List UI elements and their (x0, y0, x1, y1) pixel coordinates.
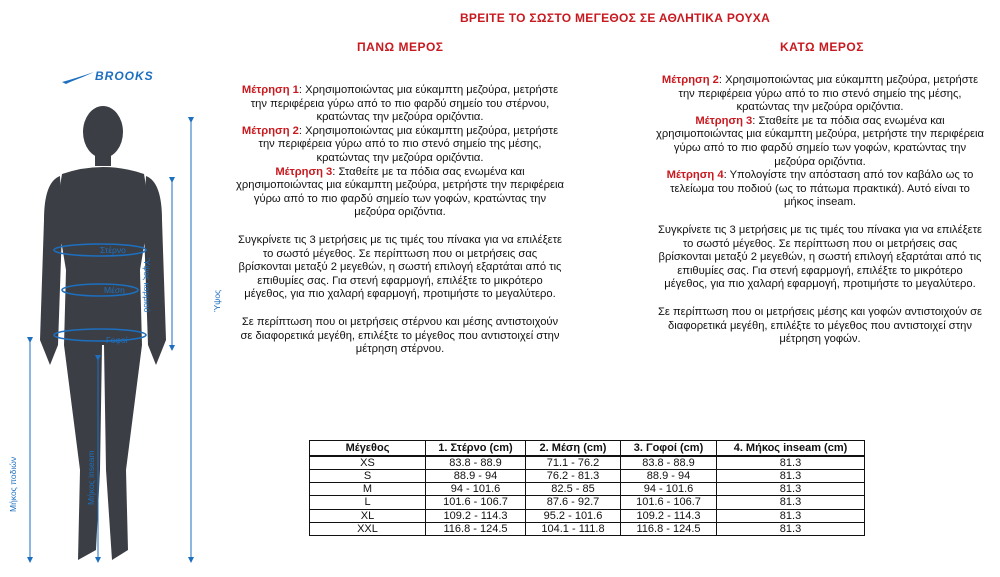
table-cell: 83.8 - 88.9 (621, 456, 717, 470)
table-cell: 81.3 (717, 496, 865, 509)
table-cell: XS (310, 456, 426, 470)
table-cell: 94 - 101.6 (621, 482, 717, 495)
table-row (310, 482, 865, 495)
table-header: 2. Μέση (cm) (526, 441, 621, 456)
bottom-step-4: Μέτρηση 4: Υπολογίστε την απόσταση από τον καβάλο ως το τελείωμα του ποδιού (ως το πάτωμα πρακτικά). Αυτό είναι το μήκος inseam. (666, 169, 974, 209)
bottom-step-3: Μέτρηση 3: Σταθείτε με τα πόδια σας ενωμένα και χρησιμοποιώντας μια εύκαμπτη μεζούρα, μετρήστε την περιφέρεια γύρω από το πιο φαρδύ σημείο των γοφών, κρατώντας την μεζούρα οριζόντια. (656, 114, 984, 168)
table-cell: 95.2 - 101.6 (526, 509, 621, 522)
top-note-text: Σε περίπτωση που οι μετρήσεις στέρνου και μέσης αντιστοιχούν σε διαφορετικά μεγέθη, επιλέξτε το μέγεθος που αντιστοιχεί στην μέτρηση στέρνου. (240, 315, 560, 356)
bottom-step-2: Μέτρηση 2: Χρησιμοποιώντας μια εύκαμπτη μεζούρα, μετρήστε την περιφέρεια γύρω από το πιο στενό σημείο της μέσης, κρατώντας την μεζούρα οριζόντια. (661, 74, 979, 114)
table-cell: 88.9 - 94 (621, 469, 717, 482)
height-label: Ύψος (212, 289, 222, 312)
table-cell: 116.8 - 124.5 (621, 523, 717, 536)
table-cell: 109.2 - 114.3 (621, 509, 717, 522)
brooks-swoosh-icon (60, 70, 96, 86)
table-cell: 104.1 - 111.8 (526, 523, 621, 536)
top-instructions (236, 84, 564, 357)
body-silhouette (0, 90, 230, 577)
table-cell: 81.3 (717, 523, 865, 536)
inseam-length-label: Μήκος inseam (86, 450, 96, 505)
table-cell: L (310, 496, 426, 509)
table-header: 4. Μήκος inseam (cm) (717, 441, 865, 456)
table-cell: M (310, 482, 426, 495)
table-row (310, 456, 865, 470)
table-cell: 101.6 - 106.7 (621, 496, 717, 509)
table-cell: 81.3 (717, 482, 865, 495)
table-row (310, 523, 865, 536)
table-cell: 81.3 (717, 509, 865, 522)
table-row (310, 469, 865, 482)
size-table (309, 440, 865, 536)
table-cell: XXL (310, 523, 426, 536)
table-header: Μέγεθος (310, 441, 426, 456)
table-cell: 116.8 - 124.5 (426, 523, 526, 536)
leg-length-label: Μήκος ποδιών (8, 456, 18, 512)
top-step-2: Μέτρηση 2: Χρησιμοποιώντας μια εύκαμπτη μεζούρα, μετρήστε την περιφέρεια γύρω από το πιο στενό σημείο της μέσης, κρατώντας την μεζούρα οριζόντια. (241, 124, 559, 164)
top-step-1: Μέτρηση 1: Χρησιμοποιώντας μια εύκαμπτη μεζούρα, μετρήστε την περιφέρεια γύρω από το πιο φαρδύ σημείο του στέρνου, κρατώντας την μεζούρα οριζόντια. (241, 84, 559, 124)
table-cell: 87.6 - 92.7 (526, 496, 621, 509)
brand-logo: BROOKS (95, 69, 154, 83)
table-cell: S (310, 469, 426, 482)
table-cell: 94 - 101.6 (426, 482, 526, 495)
table-cell: 71.1 - 76.2 (526, 456, 621, 470)
chest-label: Στέρνο (100, 245, 126, 255)
table-cell: 109.2 - 114.3 (426, 509, 526, 522)
table-cell: 81.3 (717, 456, 865, 470)
table-row (310, 496, 865, 509)
table-cell: 88.9 - 94 (426, 469, 526, 482)
torso-length-label: Ύψος κορμιού (142, 258, 152, 313)
table-header: 3. Γοφοί (cm) (621, 441, 717, 456)
table-row (310, 509, 865, 522)
table-cell: 82.5 - 85 (526, 482, 621, 495)
table-cell: 81.3 (717, 469, 865, 482)
waist-label: Μέση (104, 285, 125, 295)
hips-label: Γοφοί (106, 335, 128, 345)
table-cell: XL (310, 509, 426, 522)
table-header-row (310, 441, 865, 456)
top-compare-text: Συγκρίνετε τις 3 μετρήσεις με τις τιμές του πίνακα για να επιλέξετε το σωστό μέγεθος. Σε περίπτωση που οι μετρήσεις σας βρίσκονται μεταξύ 2 μεγεθών, η σωστή επιλογή εξαρτάται από τις επιθυμίες σας. Για στενή εφαρμογή, επιλέξτε το μικρότερο μέγεθος, για πιο χαλαρή εφαρμογή, προτιμήστε το μεγαλύτερο. (237, 233, 562, 301)
page-title: ΒΡΕΙΤΕ ΤΟ ΣΩΣΤΟ ΜΕΓΕΘΟΣ ΣΕ ΑΘΛΗΤΙΚΑ ΡΟΥΧΑ (459, 11, 771, 25)
table-header: 1. Στέρνο (cm) (426, 441, 526, 456)
bottom-note-text: Σε περίπτωση που οι μετρήσεις μέσης και γοφών αντιστοιχούν σε διαφορετικά μεγέθη, επιλέξτε το μέγεθος που αντιστοιχεί στην μέτρηση γοφών. (657, 305, 983, 346)
table-cell: 101.6 - 106.7 (426, 496, 526, 509)
top-step-3: Μέτρηση 3: Σταθείτε με τα πόδια σας ενωμένα και χρησιμοποιώντας μια εύκαμπτη μεζούρα, μετρήστε την περιφέρεια γύρω από το πιο φαρδύ σημείο των γοφών, κρατώντας την μεζούρα οριζόντια. (236, 165, 564, 219)
table-cell: 76.2 - 81.3 (526, 469, 621, 482)
table-cell: 83.8 - 88.9 (426, 456, 526, 470)
top-section-heading: ΠΑΝΩ ΜΕΡΟΣ (357, 40, 444, 54)
bottom-compare-text: Συγκρίνετε τις 3 μετρήσεις με τις τιμές του πίνακα για να επιλέξετε το σωστό μέγεθος. Σε περίπτωση που οι μετρήσεις σας βρίσκονται μεταξύ 2 μεγεθών, η σωστή επιλογή εξαρτάται από τις επιθυμίες σας. Για στενή εφαρμογή, επιλέξτε το μικρότερο μέγεθος, για πιο χαλαρή εφαρμογή, προτιμήστε το μεγαλύτερο. (657, 223, 982, 291)
bottom-section-heading: ΚΑΤΩ ΜΕΡΟΣ (780, 40, 864, 54)
bottom-instructions (655, 74, 985, 347)
